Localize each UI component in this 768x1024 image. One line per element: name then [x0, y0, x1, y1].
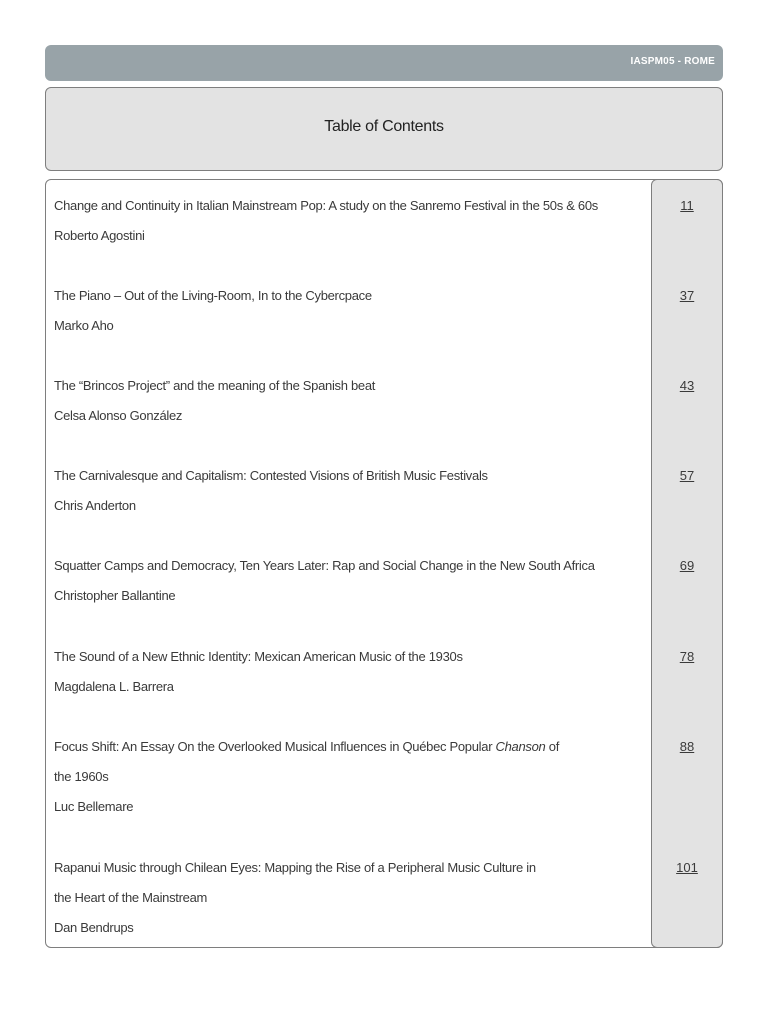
- title-box: [45, 87, 723, 171]
- entry-title-line-1: [54, 732, 614, 762]
- toc-entry: [54, 371, 614, 431]
- entry-author: Luc Bellemare: [54, 799, 134, 814]
- entry-author: Roberto Agostini: [54, 228, 145, 243]
- entry-title-line-2: the Heart of the Mainstream: [54, 890, 208, 905]
- entry-title: The Carnivalesque and Capitalism: Contested Visions of British Music Festivals: [54, 468, 488, 483]
- page-title: Table of Contents: [324, 118, 444, 135]
- entry-title-after-italic: of: [545, 739, 560, 754]
- entry-author: Celsa Alonso González: [54, 408, 183, 423]
- entry-author: Christopher Ballantine: [54, 588, 176, 603]
- toc-entry: [54, 732, 614, 822]
- entry-title-text: Focus Shift: An Essay On the Overlooked Musical Influences in Québec Popular: [54, 739, 493, 754]
- entry-title: The “Brincos Project” and the meaning of the Spanish beat: [54, 378, 376, 393]
- entry-author: Magdalena L. Barrera: [54, 679, 174, 694]
- entry-title: Squatter Camps and Democracy, Ten Years Later: Rap and Social Change in the New South Africa: [54, 558, 595, 573]
- entry-title: The Sound of a New Ethnic Identity: Mexican American Music of the 1930s: [54, 649, 463, 664]
- toc-entry: [54, 461, 614, 521]
- header-bar: [45, 45, 723, 81]
- entry-author: Chris Anderton: [54, 498, 136, 513]
- page-link[interactable]: 11: [680, 198, 694, 213]
- toc-entry: [54, 191, 614, 251]
- page-link[interactable]: 78: [679, 649, 695, 664]
- entry-title-line-1: Rapanui Music through Chilean Eyes: Mapping the Rise of a Peripheral Music Culture in: [54, 860, 536, 875]
- page-link[interactable]: 88: [679, 739, 695, 754]
- conference-tag: IASPM05 - ROME: [630, 56, 715, 67]
- page-link[interactable]: 43: [679, 378, 695, 393]
- entry-title: Change and Continuity in Italian Mainstream Pop: A study on the Sanremo Festival in the 50s & 60s: [54, 198, 598, 213]
- entry-title-line-2: the 1960s: [54, 769, 109, 784]
- toc-entry: [54, 551, 614, 611]
- entry-title-italic: Chanson: [495, 739, 546, 754]
- page-link[interactable]: 69: [679, 558, 695, 573]
- page-link[interactable]: 37: [679, 288, 695, 303]
- toc-entry: [54, 642, 614, 702]
- entry-author: Marko Aho: [54, 318, 114, 333]
- toc-entry: [54, 853, 614, 943]
- entry-author: Dan Bendrups: [54, 920, 134, 935]
- page-link[interactable]: 101: [676, 860, 698, 875]
- page-link[interactable]: 57: [679, 468, 695, 483]
- entry-title: The Piano – Out of the Living-Room, In to the Cybercpace: [54, 288, 372, 303]
- toc-entry: [54, 281, 614, 341]
